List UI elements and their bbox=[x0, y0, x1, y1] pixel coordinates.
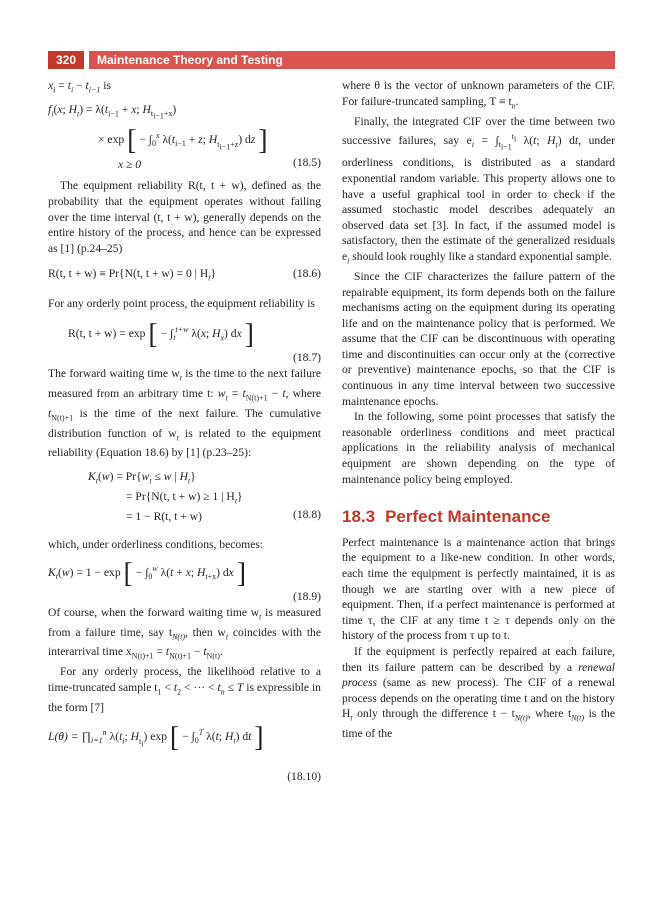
paragraph-which: which, under orderliness conditions, becomes: bbox=[48, 538, 264, 552]
paragraph-since: Since the CIF characterizes the failure pattern of the repairable equipment, its form depends both on the failure mechanisms acting on the equipment during its operating life and on the maintenance policy that is performed. We assume that the CIF can be discontinuous with operating time and discontinuities can occur only at the (corrective or preventive) maintenance epochs, so that the CIF is continuous in any time interval between two successive maintenance epochs. bbox=[342, 269, 615, 408]
paragraph-likelihood: For any orderly process, the likelihood relative to a time-truncated sample $t_1 < t_2$ < ··· < $t_n \le T$ is expressible in the form [7] bbox=[48, 665, 321, 714]
equation-18-10: $L(\theta) = \prod_{i=1}^n$ $\lambda(t_i$; $H_{t_i}$) exp [ − $\int_0^T$ λ(t; $H_t$) dt ] (18.10) bbox=[48, 722, 321, 784]
paragraph-renewal: If the equipment is perfectly repaired at each failure, then its failure pattern can be described by a renewal process (same as new process). The CIF of a renewal process depends on the operating time t and on the history $H_t$ only through the difference $t - t_{N(t)}$, where $t_{N(t)}$ is the time of the bbox=[342, 644, 615, 741]
paragraph-finally: Finally, the integrated CIF over the time between two successive failures, say $e_i = \int_{t_{i-1}}^{t_i}$ λ(t; $H_t$) dt, under orderliness conditions, is distributed as a standard exponential random variable. This property allows one to have a useful graphical tool in order to check if the assumed stochastic model describes adequately an observed data set [3]. In fact, if the assumed model is satisfactory, then the estimate of the generalized residuals $e_i$ should look roughly like a standard exponential sample. bbox=[342, 114, 615, 266]
equation-18-7: R(t, t + w) = exp [ − $\int_t^{t+w}$ λ(x; $H_x$) dx ] (18.7) bbox=[68, 318, 321, 364]
paragraph-following: In the following, some point processes that satisfy the reasonable orderliness conditions and meet practical applications in the reliability analysis of mechanical equipment are shown depending on the type of maintenance policy being employed. bbox=[342, 410, 615, 486]
paragraph-perfect: Perfect maintenance is a maintenance action that brings the equipment to a like-new condition. In other words, each time the equipment is perfectly maintained, it is as though we are starting over with a new piece of equipment. Then, if a perfect maintenance is performed at time τ, the CIF at any time t ≥ τ depends only on the history of the process from τ up to t. bbox=[342, 535, 615, 643]
paragraph-course: Of course, when the forward waiting time $w_t$ is measured from a failure time, say $t_{N(t)}$, then $w_t$ coincides with the interarrival time $x_{N(t)+1} = t_{N(t)+1} - t_{N(t)}$. bbox=[48, 605, 322, 661]
equation-18-9: $K_t(w) = 1 - \exp$ [ − $\int_0^w$ λ(t + x; $H_{t+x}$) dx ] (18.9) bbox=[48, 557, 321, 603]
paragraph-forward: The forward waiting time $w_t$ is the time to the next failure measured from an arbitrary time t: $w_t = t_{N(t)+1} - t$, where $t_{N(t)+1}$ is the time of the next failure. The cumulative distribution function of $w_t$ is related to the equipment reliability (Equation 18.6) by [1] (p.23–25): bbox=[48, 366, 322, 460]
equation-xi: $x_i = t_i - t_{i-1}$ is bbox=[48, 79, 112, 95]
equation-18-5: $f_i(x$; $H_t) = \lambda(t_{i-1} + x$; $H_{t_{i-1}+x}$) × exp [ − $\int_0^x$ $\lambda(t_{i-1} + z$; $H_{t_{i-1}+z}$) dz ] x ≥ 0 (18.5) bbox=[48, 102, 321, 171]
equation-18-8: $K_t(w) = Pr\{w_t \le w$ | $H_t$} = Pr{N(t, t + w) ≥ 1 | $H_t$} = 1 − R(t, t + w) (18.8) bbox=[88, 470, 321, 523]
right-column bbox=[342, 78, 615, 742]
section-heading: 18.3 Perfect Maintenance bbox=[342, 507, 551, 527]
left-column bbox=[48, 78, 321, 785]
page-number: 320 bbox=[48, 51, 84, 69]
running-title: Maintenance Theory and Testing bbox=[89, 51, 615, 69]
paragraph-where: where θ is the vector of unknown parameters of the CIF. For failure-truncated sampling, $T \equiv t_n$. bbox=[342, 79, 615, 110]
equation-18-6: R(t, t + w) ≡ Pr{N(t, t + w) = 0 | $H_t$} (18.6) bbox=[48, 267, 321, 283]
paragraph-orderly: For any orderly point process, the equipment reliability is bbox=[48, 297, 315, 311]
paragraph-reliability: The equipment reliability R(t, t + w), defined as the probability that the equipment operates without failing over the time interval (t, t + w), generally depends on the entire history of the process, and hence can be expressed as [1] (p.24–25) bbox=[48, 179, 321, 255]
